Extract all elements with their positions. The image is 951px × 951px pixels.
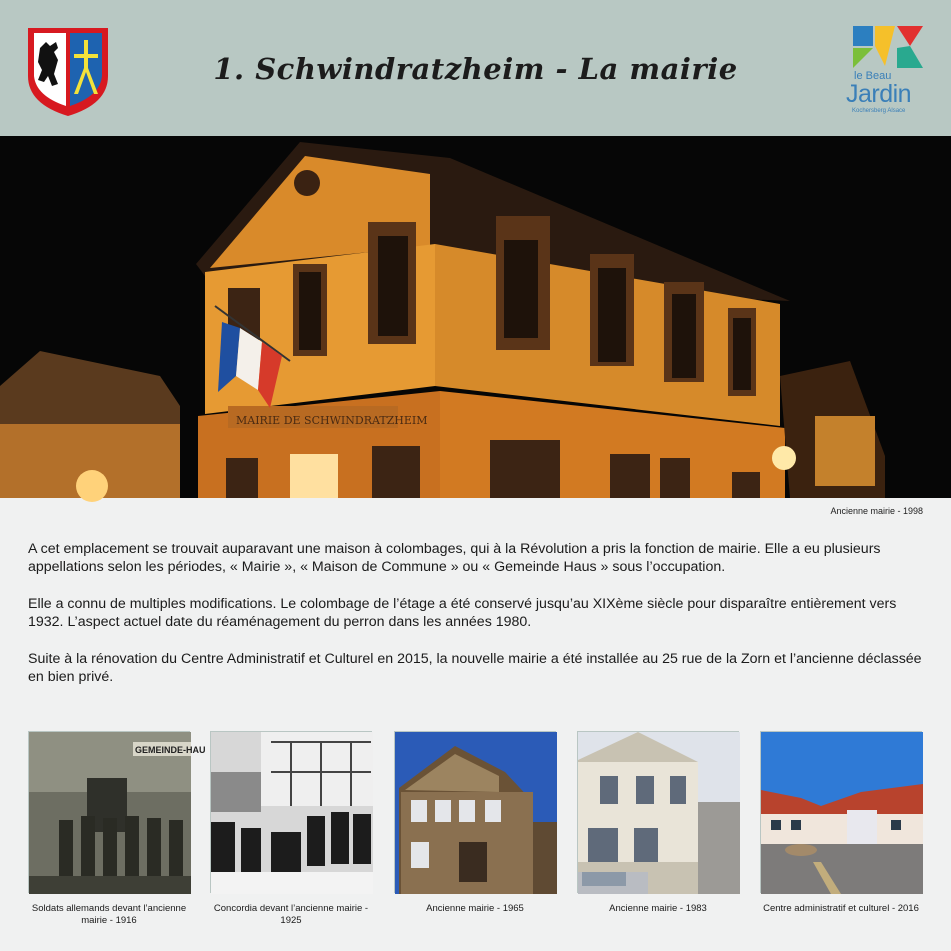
gallery-caption-1925: Concordia devant l’ancienne mairie - 1925 [213, 903, 369, 926]
logo-subtitle: Kochersberg Alsace [852, 108, 906, 114]
gallery-caption-1965: Ancienne mairie - 1965 [426, 903, 524, 914]
gallery-photo-1983 [577, 731, 739, 893]
logo-mark-icon [853, 26, 923, 68]
gallery-photo-1916 [28, 731, 206, 893]
gallery-caption-1916: Soldats allemands devant l’ancienne mairie - 1916 [31, 903, 187, 926]
header-banner [0, 0, 951, 136]
gemeinde-haus-sign: GEMEINDE-HAU [135, 745, 206, 755]
gallery-caption-2016: Centre administratif et culturel - 2016 [763, 903, 919, 914]
page-title: 1. Schwindratzheim - La mairie [213, 52, 738, 86]
paragraph-3: Suite à la rénovation du Centre Administratif et Culturel en 2015, la nouvelle mairie a été installée au 25 rue de la Zorn et l’ancienne déclassée en bien privé. [28, 651, 922, 685]
gallery-photo-2016 [760, 731, 922, 893]
gallery-photo-1925 [210, 731, 372, 893]
main-photo-caption: Ancienne mairie - 1998 [830, 506, 923, 516]
le-beau-jardin-logo [846, 26, 928, 118]
paragraph-1: A cet emplacement se trouvait auparavant une maison à colombages, qui à la Révolution a pris la fonction de mairie. Elle a eu plusieurs appellations selon les périodes, « Mairie », « Maison de Commune » ou « Gemeinde Haus » sous l’occupation. [28, 541, 881, 575]
logo-jardin-text: Jardin [846, 80, 912, 108]
facade-inscription: MAIRIE DE SCHWINDRATZHEIM [236, 414, 428, 427]
gallery-caption-1983: Ancienne mairie - 1983 [609, 903, 707, 914]
logo-le-text: le Beau [854, 70, 892, 82]
paragraph-2: Elle a connu de multiples modifications. Le colombage de l’étage a été conservé jusqu’au XIXème siècle pour disparaître entièrement vers 1932. L’aspect actuel date du réaménagement du perron dans les années 1980. [28, 596, 897, 630]
gallery-photo-1965 [394, 731, 556, 893]
main-photo [0, 136, 951, 498]
